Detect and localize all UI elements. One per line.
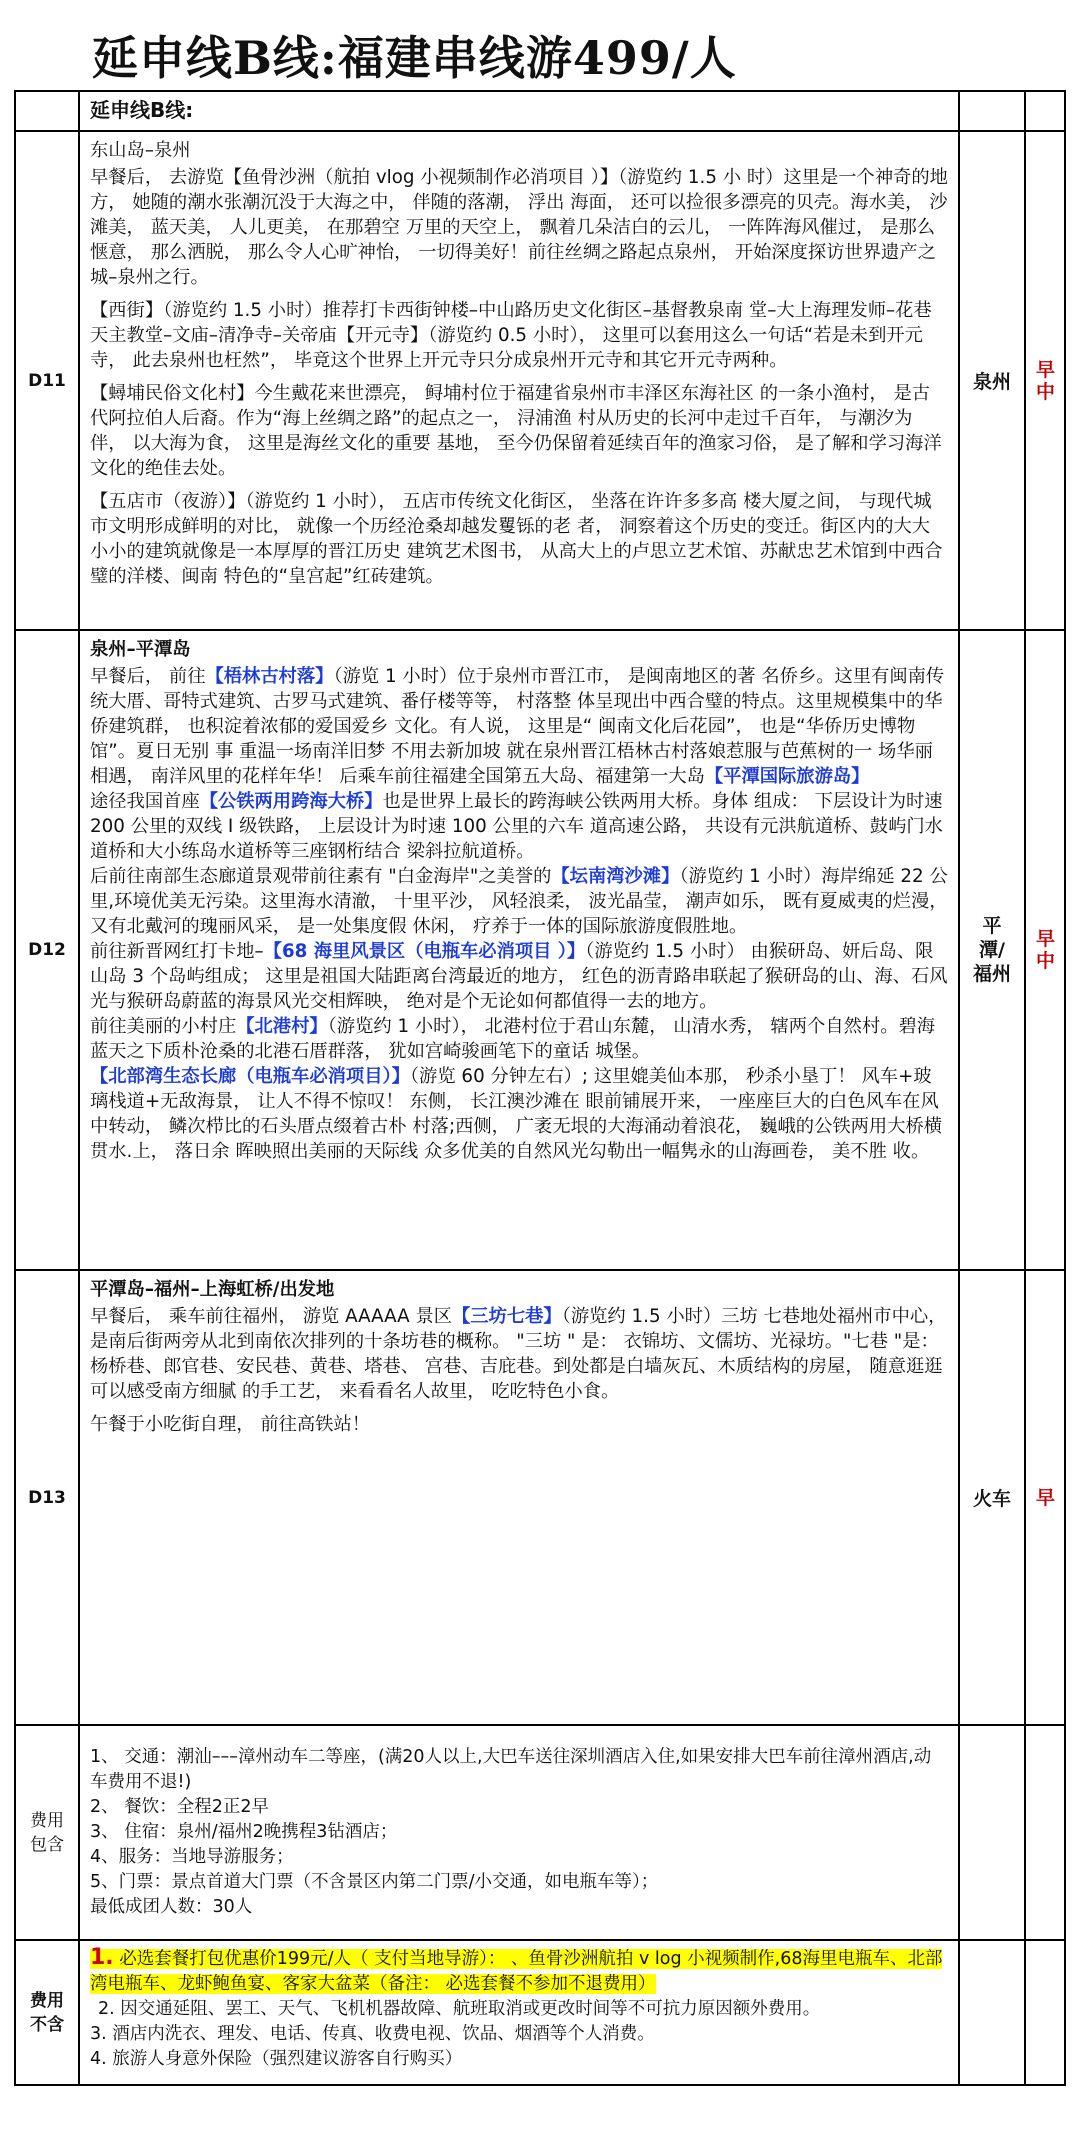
- paragraph: [90, 1014, 948, 1064]
- excluded-row: [15, 1940, 1065, 2085]
- excluded-item: 3. 酒店内洗衣、理发、电话、传真、收费电视、饮品、烟酒等个人消费。: [90, 2024, 655, 2044]
- day-paragraphs: [90, 664, 948, 1164]
- paragraph: [90, 165, 948, 290]
- paragraph-text: 早餐后， 乘车前往福州， 游览 AAAAA 景区: [90, 1306, 453, 1327]
- itinerary-table: [14, 90, 1066, 2086]
- route-title: 泉州–平潭岛: [90, 639, 191, 660]
- attraction-name: 【北港村】: [236, 1016, 328, 1037]
- day-row-d11: [15, 131, 1065, 630]
- day-row-d12: [15, 630, 1065, 1270]
- paragraph-text: 途径我国首座: [90, 791, 200, 812]
- place-cell: 火车: [959, 1270, 1025, 1725]
- paragraph: [90, 1064, 948, 1164]
- paragraph-text: 【五店市（夜游）】（游览约 1 小时）， 五店市传统文化街区， 坐落在许许多多高 楼大厦之间， 与现代城市文明形成鲜明的对比， 就像一个历经沧桑却越发矍铄的老 者， 洞察着这个历史的变迁。街区内的大大小小的建筑就像是一本厚厚的晋江历史 建筑艺术图书， 从高大上的卢思立艺术馆、苏献忠艺术馆到中西合璧的洋楼、闽南 特色的“皇宫起”红砖建筑。: [90, 491, 943, 587]
- paragraph: [90, 381, 948, 481]
- excluded-item: 2. 因交通延阻、罢工、天气、飞机机器故障、航班取消或更改时间等不可抗力原因额外费用。: [98, 1999, 821, 2019]
- included-item: 3、 住宿：泉州/福州2晚携程3钻酒店；: [90, 1822, 398, 1842]
- header-empty-cell: [15, 91, 79, 131]
- paragraph-text: 【西街】（游览约 1.5 小时）推荐打卡西街钟楼–中山路历史文化街区–基督教泉南 堂–大上海理发师–花巷天主教堂–文庙–清净寺–关帝庙【开元寺】（游览约 0.5 小时）， 这里可以套用这么一句话“若是未到开元寺， 此去泉州也枉然”， 毕竟这个世界上开元寺只分成泉州开元寺和其它开元寺两种。: [90, 300, 932, 371]
- included-label: 费用包含: [15, 1725, 79, 1940]
- excluded-list: [79, 1940, 959, 2085]
- header-row: [15, 91, 1065, 131]
- mandatory-package-item: 1. 必选套餐打包优惠价199元/人（ 支付当地导游）： 、鱼骨沙洲航拍 v log 小视频制作,68海里电瓶车、北部湾电瓶车、龙虾鲍鱼宴、客家大盆菜（备注： 必选套餐不参加不退费用）: [90, 1945, 943, 1994]
- paragraph-text: 【蟳埔民俗文化村】今生戴花来世漂亮， 鲟埔村位于福建省泉州市丰泽区东海社区 的一条小渔村， 是古代阿拉伯人后裔。作为“海上丝绸之路”的起点之一， 浔浦渔 村从历史的长河中走过千百年， 与潮汐为伴， 以大海为食， 这里是海丝文化的重要 基地， 至今仍保留着延续百年的渔家习俗， 是了解和学习海洋文化的绝佳去处。: [90, 383, 942, 479]
- paragraph-text: 后前往南部生态廊道景观带前往素有 "白金海岸"之美誉的: [90, 866, 552, 887]
- paragraph-text: （游览约 1 小时）， 北港村位于君山东麓， 山清水秀， 辖两个自然村。碧海蓝天之下质朴沧桑的北港石厝群落， 犹如宫崎骏画笔下的童话 城堡。: [90, 1016, 936, 1062]
- paragraph: [90, 1304, 948, 1404]
- day-content-d12: [79, 630, 959, 1270]
- included-item: 1、 交通：潮汕–––漳州动车二等座，(满20人以上,大巴车送往深圳酒店入住,如果安排大巴车前往漳州酒店,动车费用不退!): [90, 1747, 932, 1792]
- paragraph-text: （游览约 1.5 小时）三坊 七巷地处福州市中心， 是南后街两旁从北到南依次排列的十条坊巷的概称。 "三坊 " 是： 衣锦坊、文儒坊、光禄坊。"七巷 "是： 杨桥巷、郎官巷、安民巷、黄巷、塔巷、 宫巷、吉庇巷。到处都是白墙灰瓦、木质结构的房屋， 随意逛逛可以感受南方细腻 的手工艺， 来看看名人故里， 吃吃特色小食。: [90, 1306, 947, 1402]
- meal-cell: 早中: [1025, 630, 1065, 1270]
- paragraph-text: （游览约 1.5 小时） 由猴研岛、妍后岛、限山岛 3 个岛屿组成； 这里是祖国大陆距离台湾最近的地方， 红色的沥青路串联起了猴研岛的山、海、石风光与猴研岛蔚蓝的海景风光交相辉映， 绝对是个无论如何都值得一去的地方。: [90, 941, 948, 1012]
- page-title: 延申线B线:福建串线游499/人: [92, 31, 737, 85]
- paragraph: [90, 298, 948, 373]
- included-item: 2、 餐饮：全程2正2早: [90, 1797, 269, 1817]
- route-title: 平潭岛–福州–上海虹桥/出发地: [90, 1279, 335, 1300]
- paragraph: [90, 489, 948, 589]
- paragraph: [90, 864, 948, 939]
- excluded-label: 费用不含: [15, 1940, 79, 2085]
- paragraph-text: （游览约 1 小时）海岸绵延 22 公里,环境优美无污染。这里海水清澈， 十里平沙， 风轻浪柔， 波光晶莹， 潮声如乐， 既有夏威夷的烂漫， 又有北戴河的瑰丽风采， 是一处集度假 休闲， 疗养于一体的国际旅游度假胜地。: [90, 866, 948, 937]
- day-paragraphs: [90, 1304, 948, 1437]
- header-label: 延申线B线:: [79, 91, 959, 131]
- day-label: D13: [15, 1270, 79, 1725]
- paragraph-text: 前往美丽的小村庄: [90, 1016, 237, 1037]
- attraction-name: 【梧林古村落】: [205, 666, 334, 687]
- route-title: 东山岛–泉州: [90, 140, 191, 161]
- attraction-name: 【平潭国际旅游岛】: [704, 766, 870, 787]
- paragraph: [90, 1412, 948, 1437]
- paragraph-text: （游览 1 小时）位于泉州市晋江市， 是闽南地区的著 名侨乡。这里有闽南传统大厝、哥特式建筑、古罗马式建筑、番仔楼等等， 村落整 体呈现出中西合璧的特点。这里规模集中的华侨建筑群， 也积淀着浓郁的爱国爱乡 文化。有人说， 这里是“ 闽南文化后花园”， 也是“华侨历史博物馆”。夏日无别 事 重温一场南洋旧梦 不用去新加坡 就在泉州晋江梧林古村落娘惹服与芭蕉树的一 场华丽相遇， 南洋风里的花样年华！ 后乘车前往福建全国第五大岛、福建第一大岛: [90, 666, 945, 787]
- attraction-name: 【北部湾生态长廊（电瓶车必消项目）】: [90, 1066, 410, 1087]
- attraction-name: 【三坊七巷】: [452, 1306, 562, 1327]
- attraction-name: 【坛南湾沙滩】: [551, 866, 680, 887]
- paragraph-text: 也是世界上最长的跨海峡公铁两用大桥。身体 组成： 下层设计为时速 200 公里的双线 I 级铁路， 上层设计为时速 100 公里的六车 道高速公路， 共设有元洪航道桥、鼓屿门水道桥和大小练岛水道桥等三座钢桁结合 梁斜拉航道桥。: [90, 791, 943, 862]
- paragraph: [90, 939, 948, 1014]
- day-content-d11: [79, 131, 959, 630]
- day-paragraphs: [90, 165, 948, 589]
- paragraph-text: 早餐后， 去游览【鱼骨沙洲（航拍 vlog 小视频制作必消项目 ）】（游览约 1.5 小 时）这里是一个神奇的地方， 她随的潮水张潮沉没于大海之中， 伴随的落潮， 浮出 海面， 还可以捡很多漂亮的贝壳。海水美， 沙滩美， 蓝天美， 人儿更美， 在那碧空 万里的天空上， 飘着几朵洁白的云儿， 一阵阵海风催过， 是那么惬意， 那么洒脱， 那么令人心旷神怡， 一切得美好！前往丝绸之路起点泉州， 开始深度探访世界遗产之城–泉州之行。: [90, 167, 948, 288]
- included-item: 5、门票：景点首道大门票（不含景区内第二门票/小交通，如电瓶车等）；: [90, 1872, 659, 1892]
- day-label: D11: [15, 131, 79, 630]
- day-row-d13: [15, 1270, 1065, 1725]
- meal-cell: 早: [1025, 1270, 1065, 1725]
- included-item: 最低成团人数：30人: [90, 1897, 253, 1917]
- paragraph: [90, 789, 948, 864]
- paragraph-text: 午餐于小吃街自理， 前往高铁站！: [90, 1414, 371, 1435]
- paragraph-text: （游览 60 分钟左右）; 这里媲美仙本那， 秒杀小垦丁！ 风车+玻璃栈道+无敌海景， 让人不得不惊叹！ 东侧， 长江澳沙滩在 眼前铺展开来， 一座座巨大的白色风车在风中转动， 鳞次栉比的石头厝点缀着古朴 村落;西侧， 广袤无垠的大海涌动着浪花， 巍峨的公铁两用大桥横贯水.上， 落日余 晖映照出美丽的天际线 众多优美的自然风光勾勒出一幅隽永的山海画卷， 美不胜 收。: [90, 1066, 943, 1162]
- paragraph-text: 早餐后， 前往: [90, 666, 206, 687]
- meal-cell: 早中: [1025, 131, 1065, 630]
- included-row: [15, 1725, 1065, 1940]
- excluded-item: 4. 旅游人身意外保险（强烈建议游客自行购买）: [90, 2049, 463, 2069]
- paragraph: [90, 664, 948, 789]
- included-list: [79, 1725, 959, 1940]
- place-cell: 平潭/福州: [959, 630, 1025, 1270]
- place-cell: 泉州: [959, 131, 1025, 630]
- attraction-name: 【公铁两用跨海大桥】: [199, 791, 383, 812]
- paragraph-text: 前往新晋网红打卡地–: [90, 941, 264, 962]
- attraction-name: 【68 海里风景区（电瓶车必消项目 ）】: [263, 941, 586, 962]
- day-label: D12: [15, 630, 79, 1270]
- included-item: 4、服务：当地导游服务；: [90, 1847, 294, 1867]
- day-content-d13: [79, 1270, 959, 1725]
